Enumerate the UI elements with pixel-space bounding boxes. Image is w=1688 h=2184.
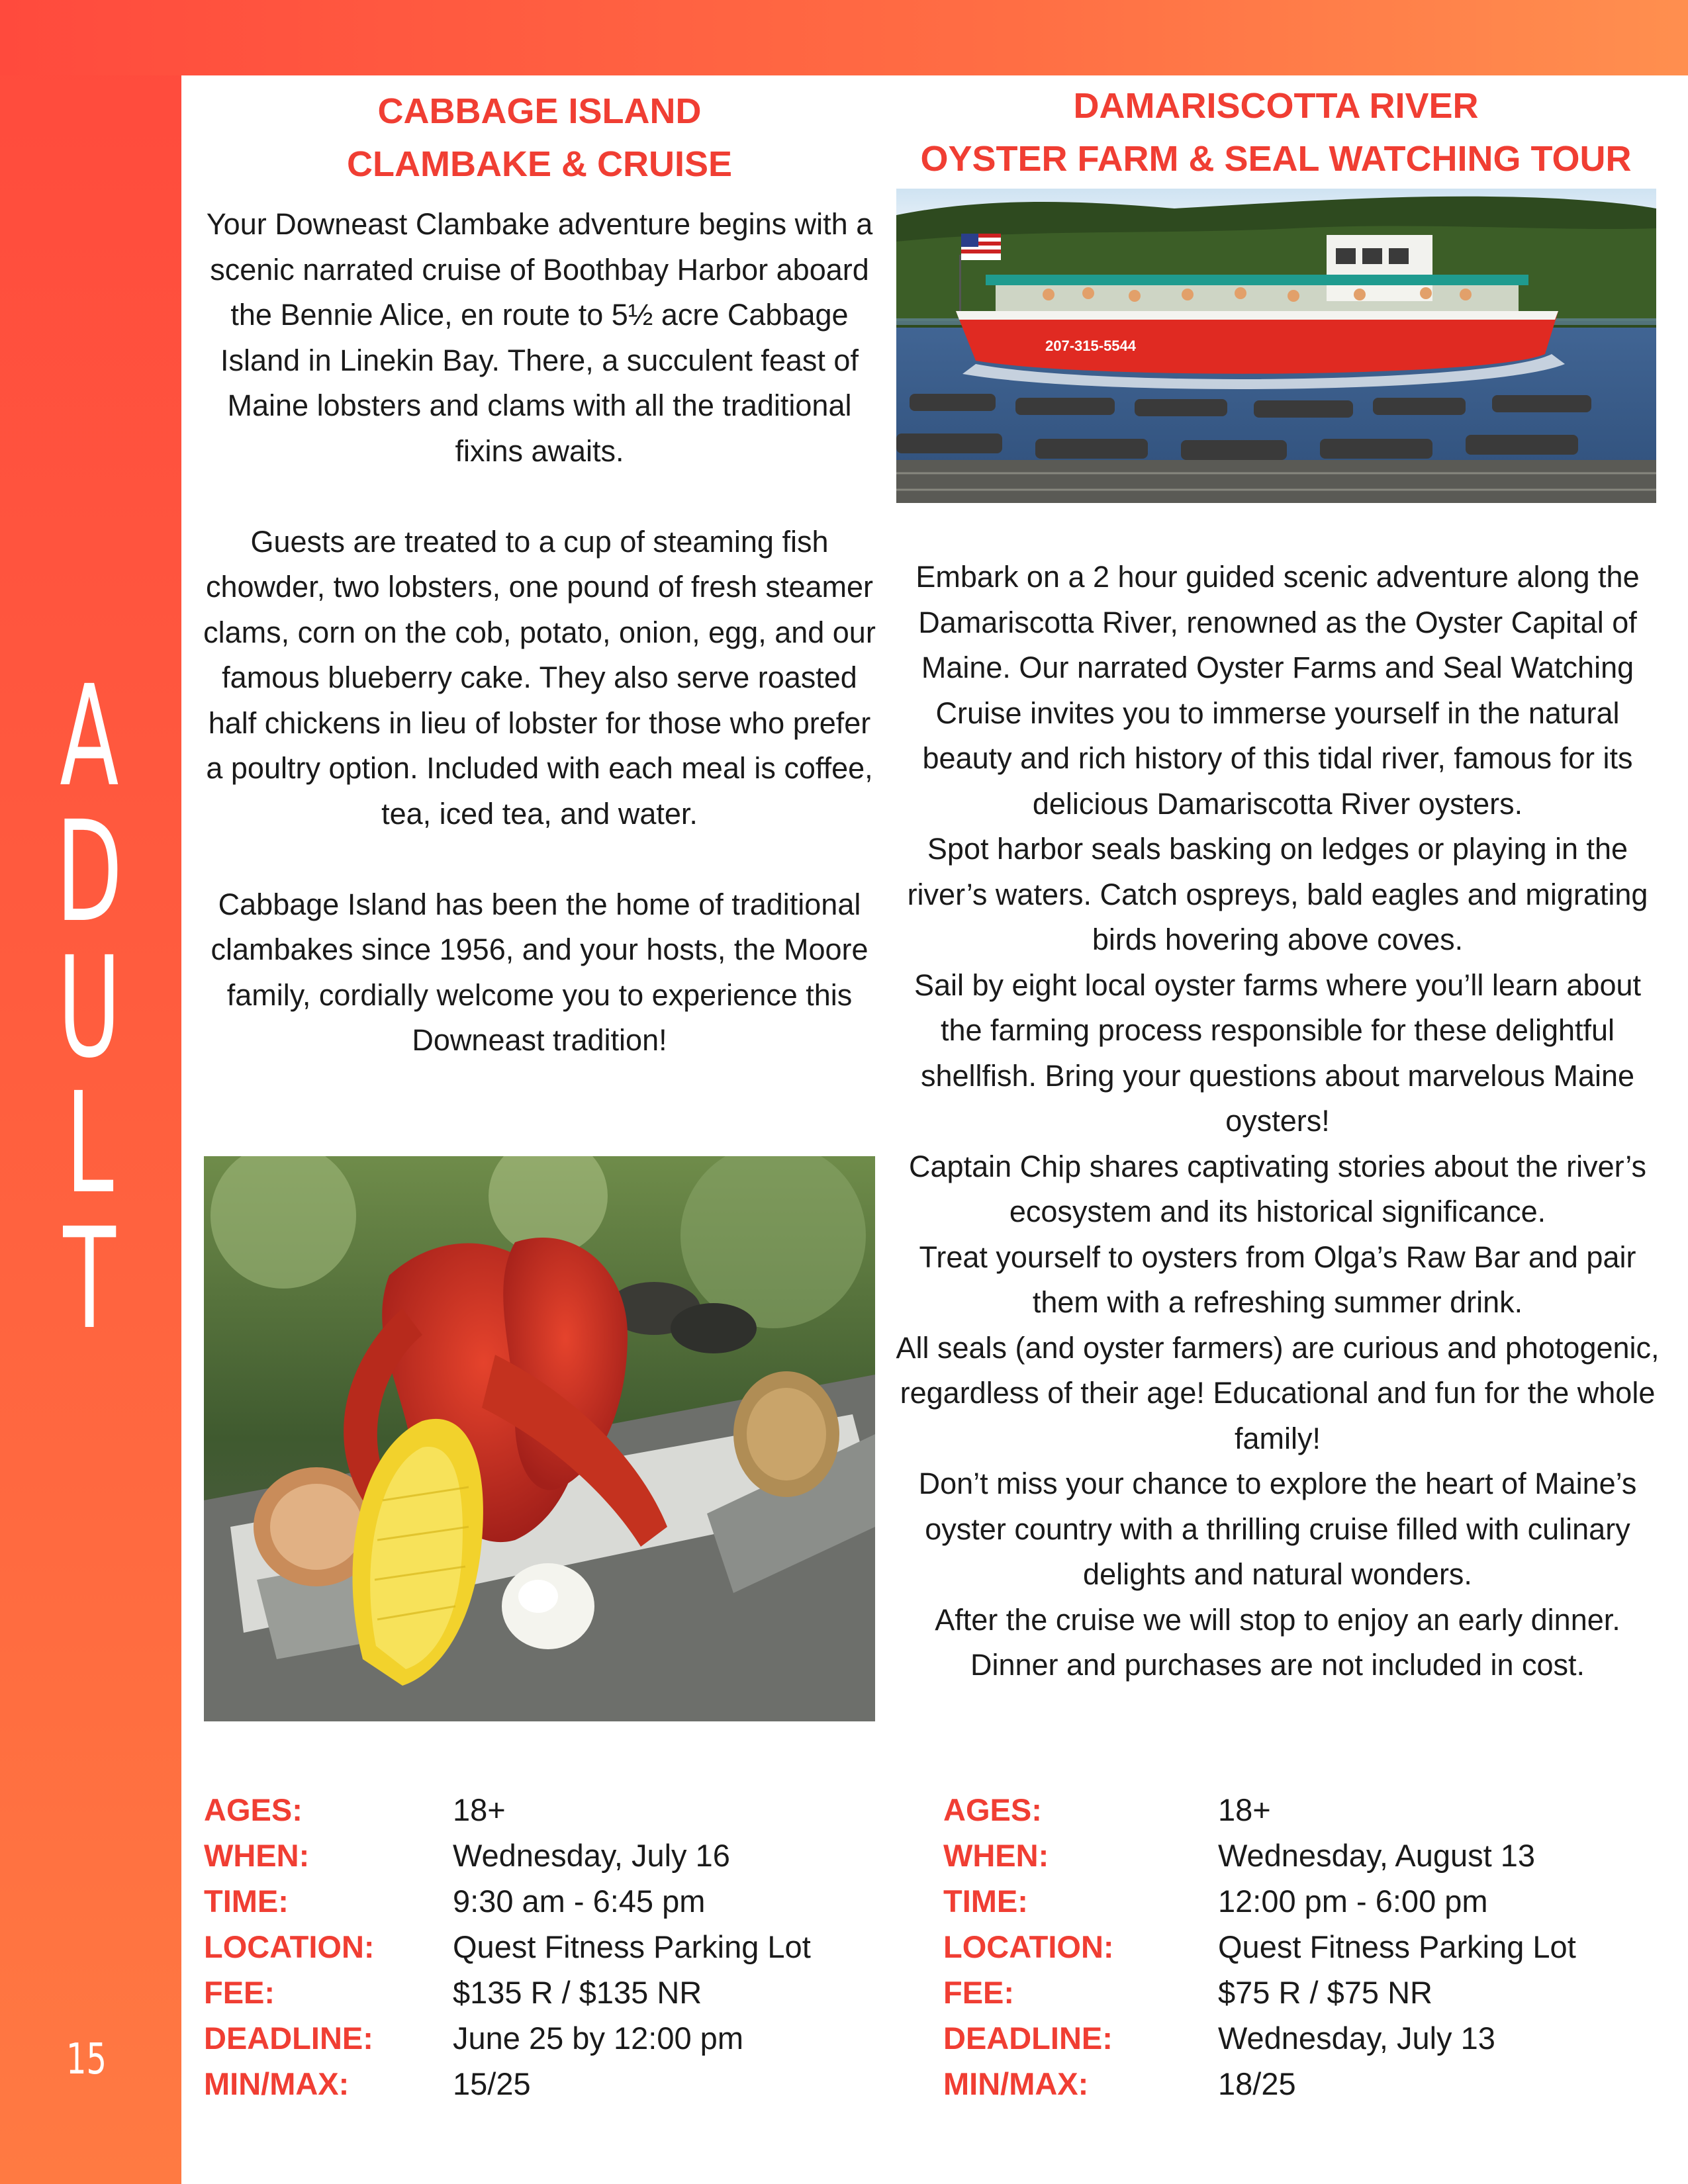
detail-row-min-max bbox=[943, 2061, 1576, 2107]
paragraph: Captain Chip shares captivating stories about the river’s ecosystem and its historical significance. bbox=[909, 1149, 1646, 1228]
detail-value: Quest Fitness Parking Lot bbox=[453, 1929, 811, 1964]
detail-value: Wednesday, July 16 bbox=[453, 1838, 730, 1873]
paragraph: Guests are treated to a cup of steaming fish chowder, two lobsters, one pound of fresh steamer clams, corn on the cob, potato, onion, egg, and our famous blueberry cake. They also serve roasted half chickens in lieu of lobster for those who prefer a poultry option. Included with each meal is coffee, tea, iced tea, and water. bbox=[203, 524, 876, 831]
title-line: CLAMBAKE & CRUISE bbox=[346, 144, 732, 184]
detail-value: $75 R / $75 NR bbox=[1218, 1975, 1432, 2010]
detail-label: WHEN: bbox=[204, 1838, 310, 1873]
right-description bbox=[894, 555, 1662, 1688]
top-band bbox=[0, 0, 1688, 75]
oyster-boat-photo bbox=[896, 189, 1656, 503]
category-letter: T bbox=[63, 1198, 116, 1360]
detail-row-time bbox=[943, 1878, 1576, 1924]
detail-label: AGES: bbox=[204, 1792, 303, 1827]
detail-value: Wednesday, August 13 bbox=[1218, 1838, 1536, 1873]
category-letter: L bbox=[65, 1062, 114, 1224]
left-description bbox=[199, 202, 880, 1064]
page-number: 15 bbox=[66, 2035, 107, 2084]
detail-label: FEE: bbox=[943, 1975, 1015, 2010]
category-letter: D bbox=[56, 791, 123, 953]
vertical-category-label bbox=[33, 655, 146, 1360]
paragraph: Cabbage Island has been the home of traditional clambakes since 1956, and your hosts, the Moore family, cordially welcome you to experience this Downeast tradition! bbox=[211, 887, 868, 1057]
detail-row-when bbox=[943, 1833, 1576, 1878]
detail-label: MIN/MAX: bbox=[943, 2066, 1089, 2101]
detail-label: DEADLINE: bbox=[943, 2021, 1113, 2056]
detail-value: June 25 by 12:00 pm bbox=[453, 2021, 743, 2056]
paragraph: Spot harbor seals basking on ledges or playing in the river’s waters. Catch ospreys, bald eagles and migrating birds hovering above coves. bbox=[907, 832, 1648, 956]
detail-value: $135 R / $135 NR bbox=[453, 1975, 702, 2010]
detail-label: LOCATION: bbox=[943, 1929, 1114, 1964]
detail-value: Wednesday, July 13 bbox=[1218, 2021, 1495, 2056]
paragraph: Treat yourself to oysters from Olga’s Raw Bar and pair them with a refreshing summer drink. bbox=[919, 1240, 1636, 1319]
detail-row-deadline bbox=[204, 2015, 811, 2061]
title-line: CABBAGE ISLAND bbox=[377, 91, 702, 131]
detail-label: TIME: bbox=[943, 1884, 1028, 1919]
paragraph: Your Downeast Clambake adventure begins with a scenic narrated cruise of Boothbay Harbor aboard the Bennie Alice, en route to 5½ acre Cabbage Island in Linekin Bay. There, a succulent feast of Maine lobsters and clams with all the traditional fixins awaits. bbox=[206, 207, 873, 468]
right-details-table bbox=[943, 1787, 1576, 2107]
detail-label: TIME: bbox=[204, 1884, 289, 1919]
detail-row-when bbox=[204, 1833, 811, 1878]
detail-row-ages bbox=[943, 1787, 1576, 1833]
detail-row-location bbox=[204, 1924, 811, 1970]
paragraph: After the cruise we will stop to enjoy an early dinner. Dinner and purchases are not included in cost. bbox=[935, 1602, 1620, 1682]
left-details-table bbox=[204, 1787, 811, 2107]
detail-value: 18+ bbox=[453, 1792, 506, 1827]
detail-value: 18+ bbox=[1218, 1792, 1271, 1827]
paragraph: Embark on a 2 hour guided scenic adventure along the Damariscotta River, renowned as the Oyster Capital of Maine. Our narrated Oyster Farms and Seal Watching Cruise invites you to immerse yourself in the natural beauty and rich history of this tidal river, famous for its delicious Damariscotta River oysters. bbox=[915, 560, 1640, 821]
detail-row-location bbox=[943, 1924, 1576, 1970]
paragraph: All seals (and oyster farmers) are curious and photogenic, regardless of their age! Educational and fun for the whole family! bbox=[896, 1330, 1660, 1455]
right-program-title bbox=[894, 79, 1658, 185]
title-line: DAMARISCOTTA RIVER bbox=[1073, 86, 1479, 126]
detail-row-deadline bbox=[943, 2015, 1576, 2061]
detail-value: 15/25 bbox=[453, 2066, 531, 2101]
detail-value: 18/25 bbox=[1218, 2066, 1296, 2101]
paragraph: Don’t miss your chance to explore the heart of Maine’s oyster country with a thrilling cruise filled with culinary delights and natural wonders. bbox=[918, 1467, 1637, 1591]
detail-row-time bbox=[204, 1878, 811, 1924]
detail-label: WHEN: bbox=[943, 1838, 1049, 1873]
detail-value: 9:30 am - 6:45 pm bbox=[453, 1884, 706, 1919]
detail-row-min-max bbox=[204, 2061, 811, 2107]
left-program-title bbox=[204, 85, 875, 191]
detail-label: MIN/MAX: bbox=[204, 2066, 350, 2101]
detail-label: AGES: bbox=[943, 1792, 1042, 1827]
detail-row-fee bbox=[204, 1970, 811, 2015]
detail-value: Quest Fitness Parking Lot bbox=[1218, 1929, 1576, 1964]
detail-label: LOCATION: bbox=[204, 1929, 375, 1964]
detail-row-ages bbox=[204, 1787, 811, 1833]
clambake-food-photo bbox=[204, 1156, 875, 1721]
detail-label: FEE: bbox=[204, 1975, 275, 2010]
category-letter: A bbox=[60, 655, 119, 817]
detail-row-fee bbox=[943, 1970, 1576, 2015]
detail-label: DEADLINE: bbox=[204, 2021, 373, 2056]
detail-value: 12:00 pm - 6:00 pm bbox=[1218, 1884, 1488, 1919]
boat-phone-number: 207-315-5544 bbox=[1045, 338, 1137, 354]
title-line: OYSTER FARM & SEAL WATCHING TOUR bbox=[920, 139, 1632, 179]
category-letter: U bbox=[58, 927, 121, 1089]
paragraph: Sail by eight local oyster farms where you’ll learn about the farming process responsible for these delightful shellfish. Bring your questions about marvelous Maine oysters! bbox=[914, 968, 1642, 1138]
